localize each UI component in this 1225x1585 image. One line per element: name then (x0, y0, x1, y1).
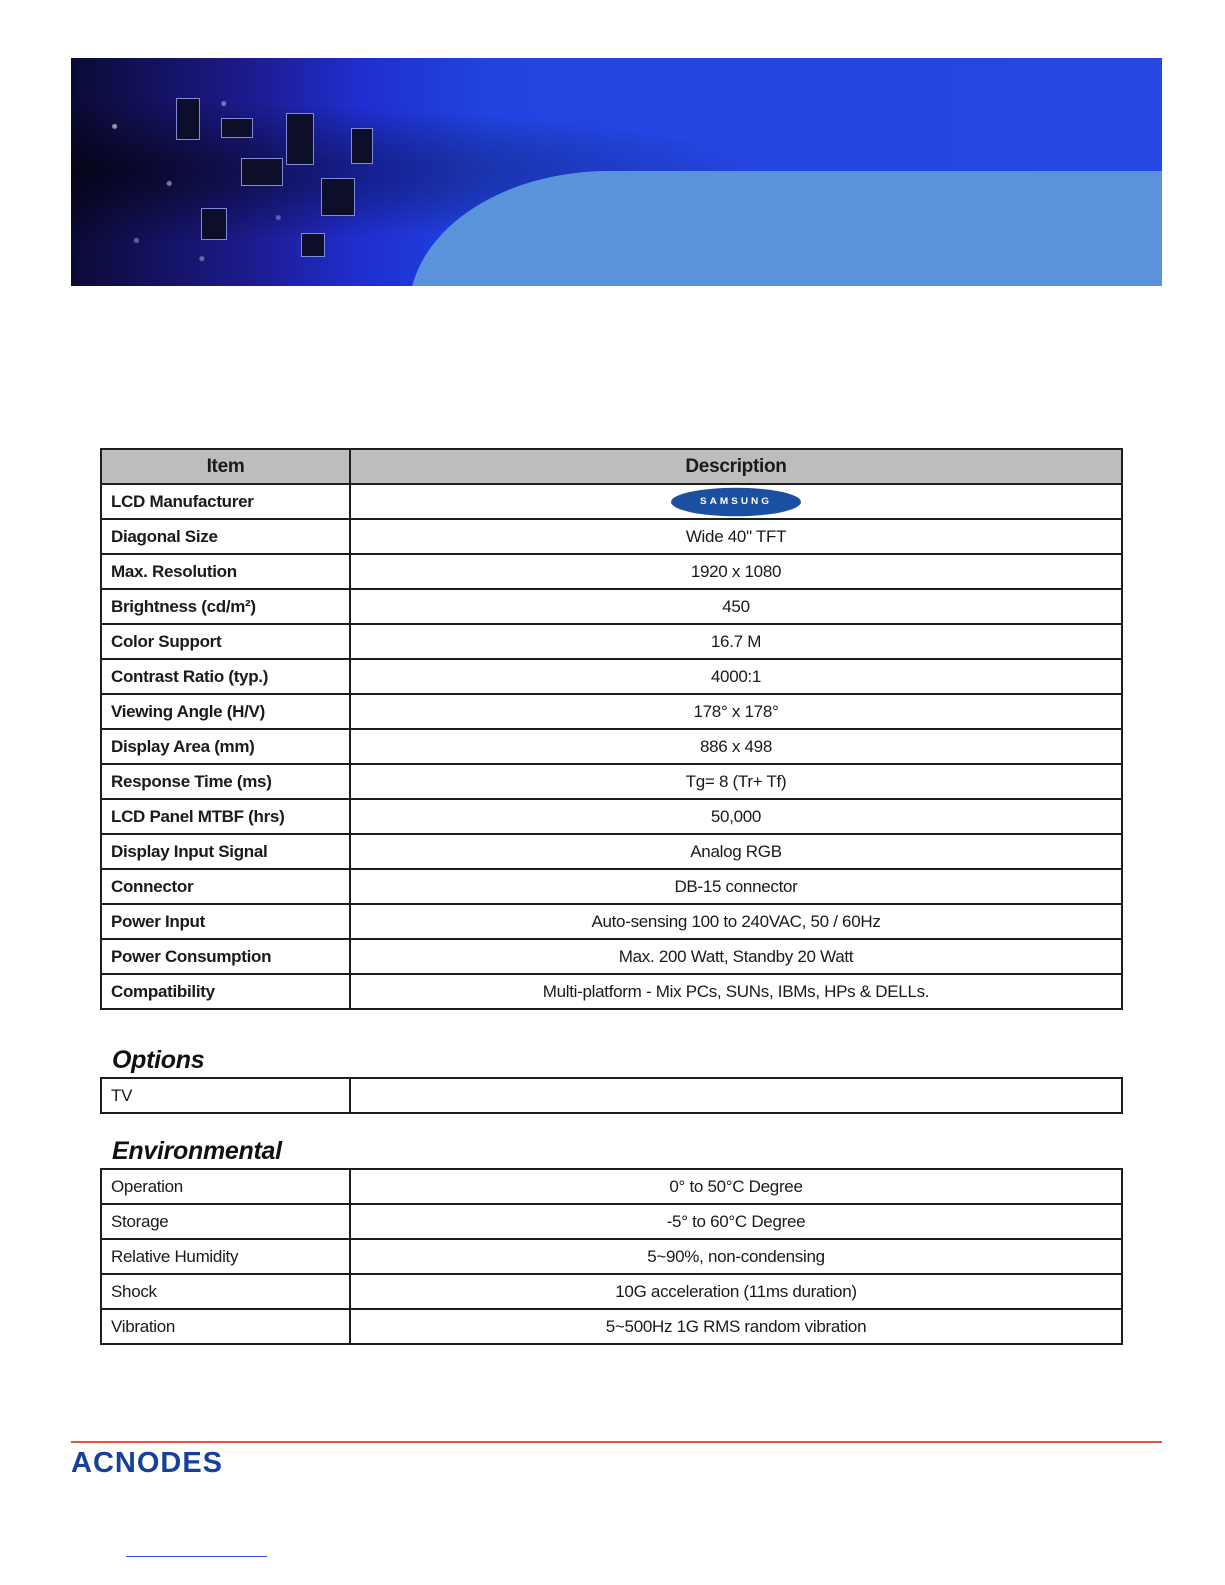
row-item-description: 16.7 M (350, 624, 1122, 659)
row-item-label: Display Area (mm) (101, 729, 350, 764)
samsung-logo: SAMSUNG (671, 487, 801, 516)
brand-logo (71, 1447, 223, 1480)
row-item-description: Auto-sensing 100 to 240VAC, 50 / 60Hz (350, 904, 1122, 939)
table-row (101, 1274, 1122, 1309)
table-row (101, 554, 1122, 589)
circuit-chip (286, 113, 314, 165)
row-item-label: Diagonal Size (101, 519, 350, 554)
table-row (101, 589, 1122, 624)
table-row (101, 1169, 1122, 1204)
row-item-description: Wide 40" TFT (350, 519, 1122, 554)
circuit-chip (221, 118, 253, 138)
row-item-description: 50,000 (350, 799, 1122, 834)
options-table (100, 1077, 1123, 1114)
column-header-item: Item (101, 449, 350, 484)
table-row (101, 694, 1122, 729)
table-row (101, 519, 1122, 554)
table-row (101, 904, 1122, 939)
table-row (101, 1204, 1122, 1239)
table-row (101, 624, 1122, 659)
table-row (101, 974, 1122, 1009)
circuit-chip (301, 233, 325, 257)
row-item-label: Storage (101, 1204, 350, 1239)
row-item-label: Power Consumption (101, 939, 350, 974)
banner-curve (409, 171, 1162, 286)
table-row (101, 834, 1122, 869)
row-item-label: Operation (101, 1169, 350, 1204)
table-row (101, 729, 1122, 764)
table-row (101, 939, 1122, 974)
table-row (101, 799, 1122, 834)
circuit-chip (176, 98, 200, 140)
table-row (101, 1239, 1122, 1274)
table-header-row (101, 449, 1122, 484)
row-item-description: DB-15 connector (350, 869, 1122, 904)
specifications-table (100, 448, 1123, 1010)
row-item-label: Compatibility (101, 974, 350, 1009)
footer-link-underline (126, 1556, 267, 1557)
circuit-chip (241, 158, 283, 186)
row-item-label: LCD Manufacturer (101, 484, 350, 519)
brand-logo-text: ACNODES (71, 1447, 224, 1479)
row-item-label: Response Time (ms) (101, 764, 350, 799)
row-item-label: Viewing Angle (H/V) (101, 694, 350, 729)
row-item-description: 1920 x 1080 (350, 554, 1122, 589)
row-item-description: Analog RGB (350, 834, 1122, 869)
table-row (101, 764, 1122, 799)
environmental-title: Environmental (112, 1137, 282, 1165)
row-item-label: Shock (101, 1274, 350, 1309)
row-item-description: Tg= 8 (Tr+ Tf) (350, 764, 1122, 799)
row-item-description: 450 (350, 589, 1122, 624)
row-item-label: Max. Resolution (101, 554, 350, 589)
row-item-label: Power Input (101, 904, 350, 939)
environmental-table (100, 1168, 1123, 1345)
row-item-label: LCD Panel MTBF (hrs) (101, 799, 350, 834)
row-item-description: 886 x 498 (350, 729, 1122, 764)
header-banner (71, 58, 1162, 286)
row-item-label: Contrast Ratio (typ.) (101, 659, 350, 694)
table-row (101, 1309, 1122, 1344)
row-item-description: 178° x 178° (350, 694, 1122, 729)
row-item-description: 5~500Hz 1G RMS random vibration (350, 1309, 1122, 1344)
table-row (101, 484, 1122, 519)
row-item-label: Brightness (cd/m²) (101, 589, 350, 624)
row-item-description: Multi-platform - Mix PCs, SUNs, IBMs, HPs & DELLs. (350, 974, 1122, 1009)
table-row (101, 869, 1122, 904)
row-item-description: Max. 200 Watt, Standby 20 Watt (350, 939, 1122, 974)
column-header-description: Description (350, 449, 1122, 484)
row-item-description: 10G acceleration (11ms duration) (350, 1274, 1122, 1309)
row-item-description (350, 1078, 1122, 1113)
options-title: Options (112, 1046, 205, 1074)
row-item-description: -5° to 60°C Degree (350, 1204, 1122, 1239)
row-item-label: Color Support (101, 624, 350, 659)
table-row (101, 659, 1122, 694)
row-item-label: TV (101, 1078, 350, 1113)
row-item-description (350, 484, 1122, 519)
circuit-chip (321, 178, 355, 216)
footer-divider (71, 1441, 1162, 1443)
table-row (101, 1078, 1122, 1113)
row-item-description: 4000:1 (350, 659, 1122, 694)
circuit-chip (351, 128, 373, 164)
row-item-description: 0° to 50°C Degree (350, 1169, 1122, 1204)
row-item-label: Relative Humidity (101, 1239, 350, 1274)
row-item-label: Vibration (101, 1309, 350, 1344)
row-item-description: 5~90%, non-condensing (350, 1239, 1122, 1274)
circuit-chip (201, 208, 227, 240)
row-item-label: Connector (101, 869, 350, 904)
row-item-label: Display Input Signal (101, 834, 350, 869)
